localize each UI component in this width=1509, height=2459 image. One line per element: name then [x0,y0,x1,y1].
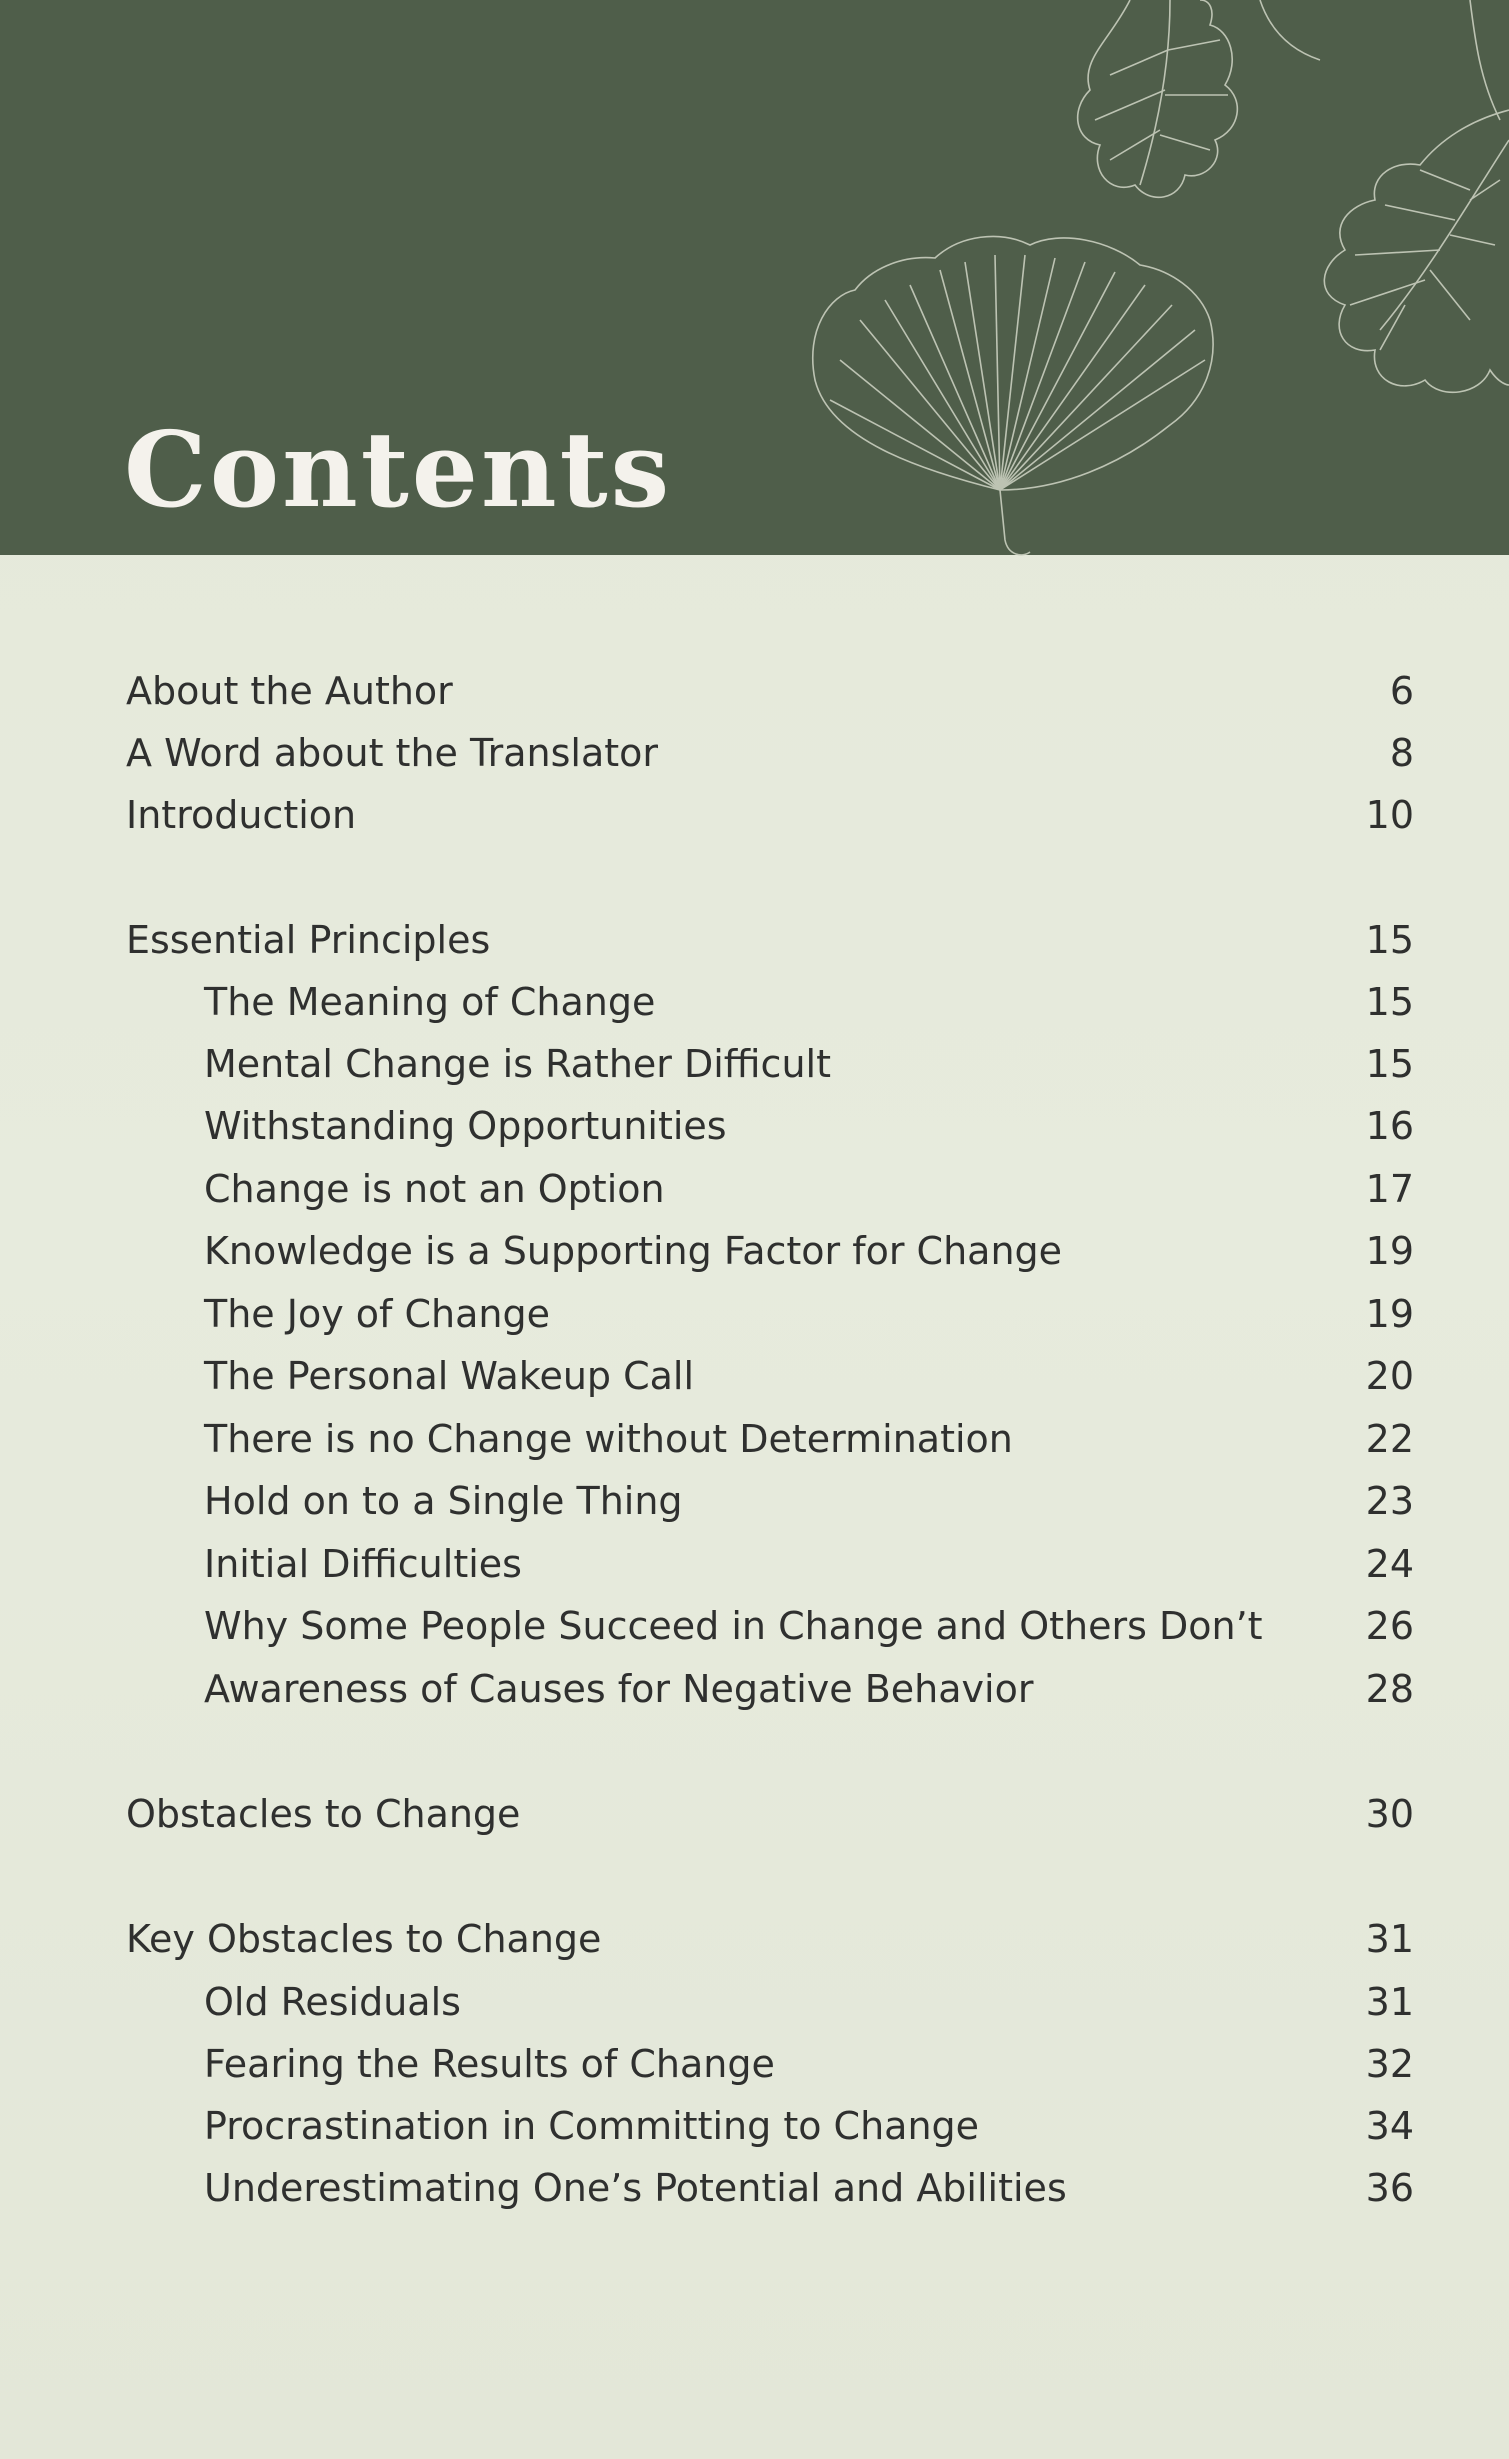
toc-entry-procrastination[interactable]: Procrastination in Committing to Change [204,2104,980,2148]
toc-page-mental-change: 15 [1365,1042,1414,1086]
toc-page-procrastination: 34 [1365,2104,1414,2148]
toc-entry-mental-change[interactable]: Mental Change is Rather Difficult [204,1042,831,1086]
toc-entry-why-some-succeed[interactable]: Why Some People Succeed in Change and Others Don’t [204,1604,1263,1648]
toc-entry-translator[interactable]: A Word about the Translator [126,731,659,775]
toc-page-underestimating-potential: 36 [1365,2166,1414,2210]
toc-page-obstacles-to-change: 30 [1365,1792,1414,1836]
toc-page-personal-wakeup-call: 20 [1365,1354,1414,1398]
toc-page-old-residuals: 31 [1365,1980,1414,2024]
toc-entry-hold-on-single-thing[interactable]: Hold on to a Single Thing [204,1479,683,1523]
toc-entry-about-the-author[interactable]: About the Author [126,669,453,713]
toc-entry-introduction[interactable]: Introduction [126,793,357,837]
toc-entry-old-residuals[interactable]: Old Residuals [204,1980,461,2024]
toc-entry-withstanding-opportunities[interactable]: Withstanding Opportunities [204,1104,727,1148]
toc-entry-fearing-results[interactable]: Fearing the Results of Change [204,2042,775,2086]
toc-page-withstanding-opportunities: 16 [1365,1104,1414,1148]
toc-entry-knowledge-supporting-factor[interactable]: Knowledge is a Supporting Factor for Change [204,1229,1063,1273]
toc-page-no-change-without-determination: 22 [1365,1417,1414,1461]
toc-entry-essential-principles[interactable]: Essential Principles [126,918,491,962]
page-title: Contents [124,408,673,531]
toc-page-knowledge-supporting-factor: 19 [1365,1229,1414,1273]
toc-entry-meaning-of-change[interactable]: The Meaning of Change [204,980,656,1024]
toc-entry-no-change-without-determination[interactable]: There is no Change without Determination [204,1417,1013,1461]
toc-entry-underestimating-potential[interactable]: Underestimating One’s Potential and Abilities [204,2166,1067,2210]
toc-page-why-some-succeed: 26 [1365,1604,1414,1648]
toc-page-essential-principles: 15 [1365,918,1414,962]
toc-page-about-the-author: 6 [1389,669,1414,713]
toc-entry-key-obstacles[interactable]: Key Obstacles to Change [126,1917,602,1961]
toc-page-introduction: 10 [1365,793,1414,837]
toc-entry-awareness-of-causes[interactable]: Awareness of Causes for Negative Behavior [204,1667,1034,1711]
toc-page-key-obstacles: 31 [1365,1917,1414,1961]
toc-page-initial-difficulties: 24 [1365,1542,1414,1586]
toc-entry-initial-difficulties[interactable]: Initial Difficulties [204,1542,522,1586]
toc-entry-change-not-option[interactable]: Change is not an Option [204,1167,665,1211]
toc-page-translator: 8 [1389,731,1414,775]
toc-entry-joy-of-change[interactable]: The Joy of Change [204,1292,550,1336]
toc-page-awareness-of-causes: 28 [1365,1667,1414,1711]
toc-page-meaning-of-change: 15 [1365,980,1414,1024]
toc-page-joy-of-change: 19 [1365,1292,1414,1336]
toc-page-fearing-results: 32 [1365,2042,1414,2086]
toc-entry-personal-wakeup-call[interactable]: The Personal Wakeup Call [204,1354,695,1398]
toc-page-hold-on-single-thing: 23 [1365,1479,1414,1523]
toc-entry-obstacles-to-change[interactable]: Obstacles to Change [126,1792,521,1836]
toc-page-change-not-option: 17 [1365,1167,1414,1211]
